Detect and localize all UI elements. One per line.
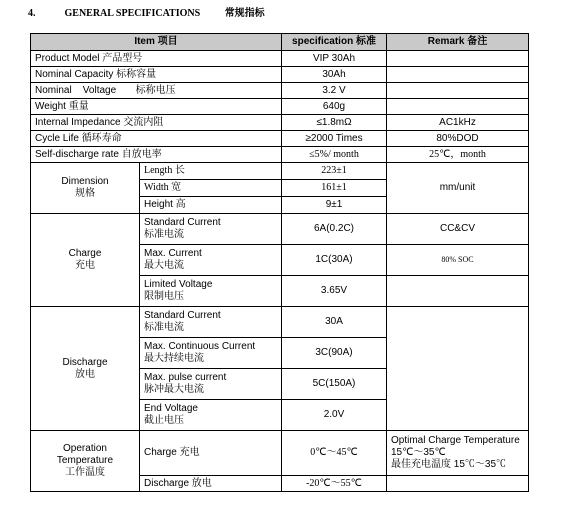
dimension-sub-length: Length 长 [140,163,282,180]
section-title: GENERAL SPECIFICATIONS [64,8,201,19]
table-row [31,131,529,147]
table-row [31,83,529,99]
charge-spec-standard: 6A(0.2C) [282,214,387,245]
spec-cell: 3.2 V [282,83,387,99]
header-item: Item 项目 [31,34,282,51]
item-cell: Nominal Capacity 标称容量 [31,67,282,83]
discharge-spec-standard: 30A [282,307,387,338]
discharge-label: Discharge 放电 [31,307,140,431]
discharge-sub-standard: Standard Current 标准电流 [140,307,282,338]
remark-cell: 80%DOD [387,131,529,147]
charge-spec-max: 1C(30A) [282,245,387,276]
operation-sub-charge: Charge 充电 [140,431,282,476]
table-row [31,115,529,131]
spec-cell: 30Ah [282,67,387,83]
charge-sub-limited: Limited Voltage 限制电压 [140,276,282,307]
discharge-spec-end-voltage: 2.0V [282,400,387,431]
remark-cell [387,67,529,83]
charge-spec-limited: 3.65V [282,276,387,307]
charge-sub-standard: Standard Current 标准电流 [140,214,282,245]
table-row [31,99,529,115]
remark-cell [387,83,529,99]
operation-spec-charge: 0℃～45℃ [282,431,387,476]
header-remark: Remark 备注 [387,34,529,51]
discharge-spec-max-pulse: 5C(150A) [282,369,387,400]
operation-row-charge [31,431,529,476]
spec-cell: 640g [282,99,387,115]
dimension-spec-width: 161±1 [282,180,387,197]
remark-cell [387,99,529,115]
spec-cell: VIP 30Ah [282,51,387,67]
dimension-label: Dimension 规格 [31,163,140,214]
dimension-sub-height: Height 高 [140,197,282,214]
item-cell: Self-discharge rate 自放电率 [31,147,282,163]
dimension-spec-length: 223±1 [282,163,387,180]
section-number: 4. [28,8,36,19]
header-specification: specification 标准 [282,34,387,51]
operation-remark-charge: Optimal Charge Temperature 15℃～35℃ 最佳充电温度 15℃～35℃ [387,431,529,476]
table-row [31,67,529,83]
operation-label: Operation Temperature 工作温度 [31,431,140,492]
operation-sub-discharge: Discharge 放电 [140,476,282,492]
charge-remark-standard: CC&CV [387,214,529,245]
item-cell: Nominal Voltage 标称电压 [31,83,282,99]
table-row [31,51,529,67]
remark-cell: 25℃，month [387,147,529,163]
operation-remark-discharge [387,476,529,492]
dimension-spec-height: 9±1 [282,197,387,214]
specifications-table [30,33,529,492]
item-cell: Internal Impedance 交流内阻 [31,115,282,131]
discharge-sub-end-voltage: End Voltage 截止电压 [140,400,282,431]
table-row [31,147,529,163]
dimension-row-length [31,163,529,180]
charge-row-standard [31,214,529,245]
remark-cell [387,51,529,67]
discharge-remark [387,307,529,431]
item-cell: Weight 重量 [31,99,282,115]
charge-remark-max: 80% SOC [387,245,529,276]
item-cell: Product Model 产品型号 [31,51,282,67]
spec-cell: ≤1.8mΩ [282,115,387,131]
discharge-row-standard [31,307,529,338]
dimension-remark: mm/unit [387,163,529,214]
dimension-sub-width: Width 宽 [140,180,282,197]
charge-label: Charge 充电 [31,214,140,307]
item-cell: Cycle Life 循环寿命 [31,131,282,147]
charge-sub-max: Max. Current 最大电流 [140,245,282,276]
section-heading [28,4,265,19]
discharge-spec-max-continuous: 3C(90A) [282,338,387,369]
remark-cell: AC1kHz [387,115,529,131]
charge-remark-limited [387,276,529,307]
discharge-sub-max-continuous: Max. Continuous Current 最大持续电流 [140,338,282,369]
spec-cell: ≥2000 Times [282,131,387,147]
table-header-row [31,34,529,51]
section-title-cn: 常规指标 [224,8,265,19]
discharge-sub-max-pulse: Max. pulse current 脉冲最大电流 [140,369,282,400]
spec-cell: ≤5%/ month [282,147,387,163]
operation-spec-discharge: -20℃～55℃ [282,476,387,492]
